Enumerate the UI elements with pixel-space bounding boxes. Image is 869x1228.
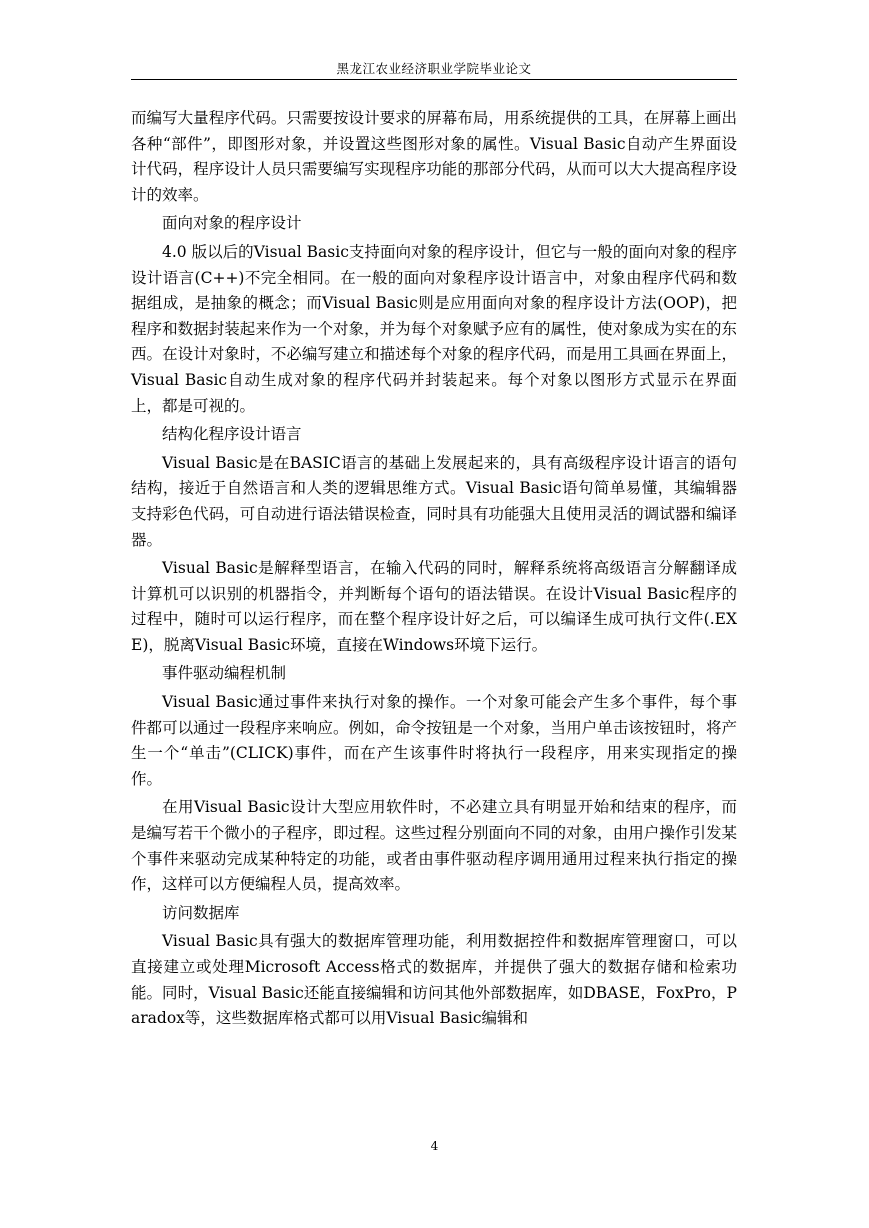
paragraph-event-2: 在用Visual Basic设计大型应用软件时，不必建立具有明显开始和结束的程序，而是编写若干个微小的子程序，即过程。这些过程分别面向不同的对象，由用户操作引发某个事件来驱动完成某种特定的功能，或者由事件驱动程序调用通用过程来执行指定的操作，这样可以方便编程人员，提高效率。 <box>131 798 737 894</box>
paragraph-event-1: Visual Basic通过事件来执行对象的操作。一个对象可能会产生多个事件，每个事件都可以通过一段程序来响应。例如，命令按钮是一个对象，当用户单击该按钮时，将产生一个“单击”(CLICK)事件，而在产生该事件时将执行一段程序，用来实现指定的操作。 <box>131 693 737 788</box>
paragraph-structured-2: Visual Basic是解释型语言，在输入代码的同时，解释系统将高级语言分解翻译成计算机可以识别的机器指令，并判断每个语句的语法错误。在设计Visual Basic程序的过程中，随时可以运行程序，而在整个程序设计好之后，可以编译生成可执行文件(.EXE)，脱离Visual Basic环境，直接在Windows环境下运行。 <box>131 559 737 654</box>
paragraph-database: Visual Basic具有强大的数据库管理功能，利用数据控件和数据库管理窗口，可以直接建立或处理Microsoft Access格式的数据库，并提供了强大的数据存储和检索功能。同时，Visual Basic还能直接编辑和访问其他外部数据库，如DBASE，FoxPro，Paradox等，这些数据库格式都可以用Visual Basic编辑和 <box>131 932 737 1028</box>
section-heading-structured: 结构化程序设计语言 <box>162 425 302 444</box>
paragraph-structured-1: Visual Basic是在BASIC语言的基础上发展起来的，具有高级程序设计语言的语句结构，接近于自然语言和人类的逻辑思维方式。Visual Basic语句简单易懂，其编辑器支持彩色代码，可自动进行语法错误检查，同时具有功能强大且使用灵活的调试器和编译器。 <box>131 453 737 549</box>
page-header <box>131 52 737 80</box>
page-number: 4 <box>430 1139 439 1153</box>
section-heading-event: 事件驱动编程机制 <box>162 664 287 683</box>
paragraph-intro: 而编写大量程序代码。只需要按设计要求的屏幕布局，用系统提供的工具，在屏幕上画出各种“部件”，即图形对象，并设置这些图形对象的属性。Visual Basic自动产生界面设计代码，程序设计人员只需要编写实现程序功能的那部分代码，从而可以大大提高程序设计的效率。 <box>131 109 737 204</box>
paragraph-oop: 4.0 版以后的Visual Basic支持面向对象的程序设计，但它与一般的面向对象的程序设计语言(C++)不完全相同。在一般的面向对象程序设计语言中，对象由程序代码和数据组成，是抽象的概念；而Visual Basic则是应用面向对象的程序设计方法(OOP)，把程序和数据封装起来作为一个对象，并为每个对象赋予应有的属性，使对象成为实在的东西。在设计对象时，不必编写建立和描述每个对象的程序代码，而是用工具画在界面上，Visual Basic自动生成对象的程序代码并封装起来。每个对象以图形方式显示在界面上，都是可视的。 <box>131 242 737 415</box>
section-heading-database: 访问数据库 <box>162 903 240 922</box>
section-heading-oop: 面向对象的程序设计 <box>162 214 302 233</box>
header-title: 黑龙江农业经济职业学院毕业论文 <box>336 61 532 76</box>
document-body <box>131 106 737 1032</box>
